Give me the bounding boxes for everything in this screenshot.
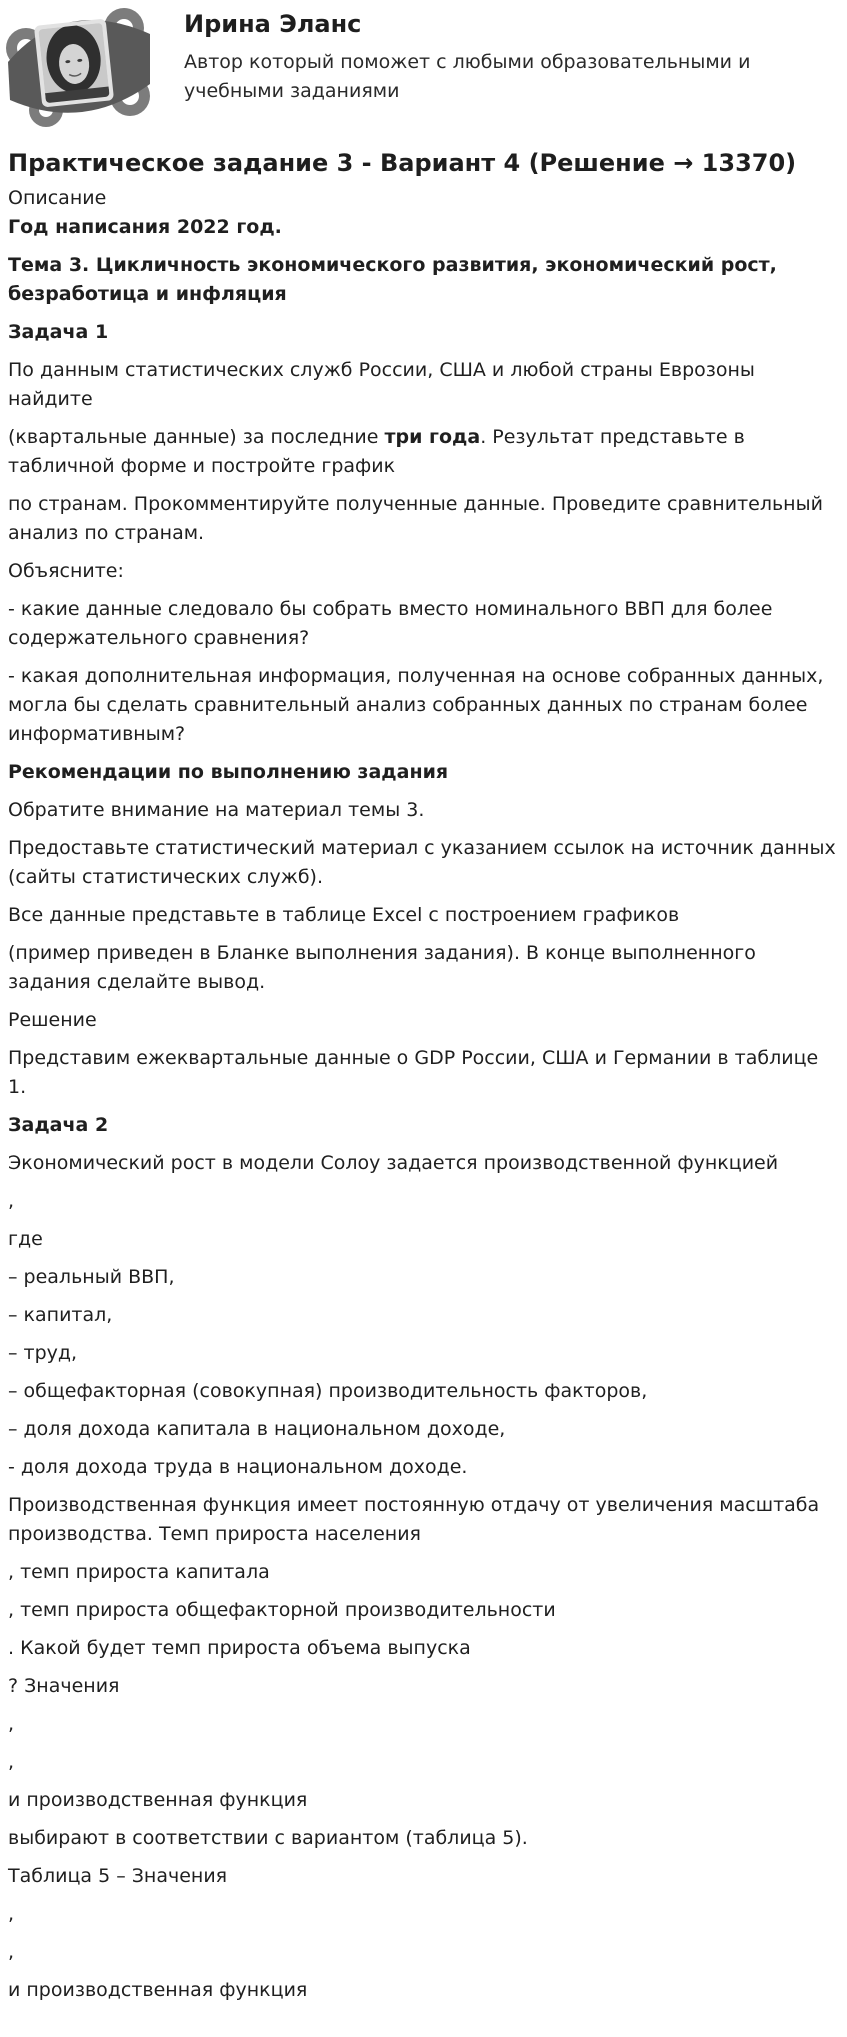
- task1-text: (квартальные данные) за последние: [8, 426, 385, 448]
- recommendation-item: (пример приведен в Бланке выполнения задания). В конце выполненного задания сделайте вывод.: [8, 942, 756, 993]
- task2-line: ,: [8, 1190, 15, 1212]
- task2-line: – реальный ВВП,: [8, 1266, 175, 1288]
- task2-line: ? Значения: [8, 1675, 120, 1697]
- task2-line: – капитал,: [8, 1304, 113, 1326]
- recommendation-item: Предоставьте статистический материал с указанием ссылок на источник данных (сайты статистических служб).: [8, 837, 836, 888]
- task1-emphasis: три года: [384, 426, 481, 448]
- recommendation-item: Все данные представьте в таблице Excel с построением графиков: [8, 904, 680, 926]
- task2-heading: Задача 2: [8, 1114, 109, 1136]
- recommendation-item: Обратите внимание на материал темы 3.: [8, 799, 425, 821]
- topic-heading: Тема 3. Цикличность экономического развития, экономический рост, безработица и инфляция: [8, 254, 777, 305]
- task2-line: ,: [8, 1941, 15, 1963]
- author-card: [0, 0, 847, 140]
- author-name[interactable]: Ирина Эланс: [184, 10, 362, 38]
- task2-line: ,: [8, 1903, 15, 1925]
- task2-line: - доля дохода труда в национальном доходе.: [8, 1456, 468, 1478]
- task2-line: , темп прироста капитала: [8, 1561, 270, 1583]
- page-title: Практическое задание 3 - Вариант 4 (Решение → 13370): [8, 149, 797, 177]
- solution-text: Представим ежеквартальные данные о GDP России, США и Германии в таблице 1.: [8, 1047, 819, 1098]
- task1-text: . Результат представьте в табличной форме и постройте график: [8, 426, 745, 477]
- task2-line: ,: [8, 1751, 15, 1773]
- task2-line: и производственная функция: [8, 1979, 308, 2001]
- document-content: [8, 142, 840, 2014]
- task2-line: и производственная функция: [8, 1789, 308, 1811]
- recommendations-heading: Рекомендации по выполнению задания: [8, 761, 449, 783]
- question-item: - какая дополнительная информация, полученная на основе собранных данных, могла бы сделать сравнительный анализ собранных данных по странам более информативным?: [8, 665, 824, 745]
- task2-line: Производственная функция имеет постоянную отдачу от увеличения масштаба производства. Темп прироста населения: [8, 1494, 820, 1545]
- task2-line: ,: [8, 1713, 15, 1735]
- year-line: Год написания 2022 год.: [8, 216, 282, 238]
- author-description: Автор который поможет с любыми образовательными и учебными заданиями: [184, 51, 751, 102]
- task1-paragraph: [8, 423, 840, 481]
- task2-line: где: [8, 1228, 43, 1250]
- solution-label: Решение: [8, 1009, 97, 1031]
- task2-line: – общефакторная (совокупная) производительность факторов,: [8, 1380, 648, 1402]
- task2-line: Экономический рост в модели Солоу задается производственной функцией: [8, 1152, 779, 1174]
- task2-line: . Какой будет темп прироста объема выпуска: [8, 1637, 471, 1659]
- task2-line: Таблица 5 – Значения: [8, 1865, 228, 1887]
- author-avatar: [4, 4, 154, 130]
- task2-line: выбирают в соответствии с вариантом (таблица 5).: [8, 1827, 528, 1849]
- description-label: Описание: [8, 187, 107, 209]
- task1-paragraph: по странам. Прокомментируйте полученные данные. Проведите сравнительный анализ по странам.: [8, 493, 823, 544]
- task1-paragraph: По данным статистических служб России, США и любой страны Еврозоны найдите: [8, 359, 755, 410]
- task1-heading: Задача 1: [8, 321, 109, 343]
- task2-line: – доля дохода капитала в национальном доходе,: [8, 1418, 506, 1440]
- task2-line: , темп прироста общефакторной производительности: [8, 1599, 556, 1621]
- question-item: - какие данные следовало бы собрать вместо номинального ВВП для более содержательного сравнения?: [8, 598, 773, 649]
- task2-line: – труд,: [8, 1342, 78, 1364]
- explain-label: Объясните:: [8, 560, 124, 582]
